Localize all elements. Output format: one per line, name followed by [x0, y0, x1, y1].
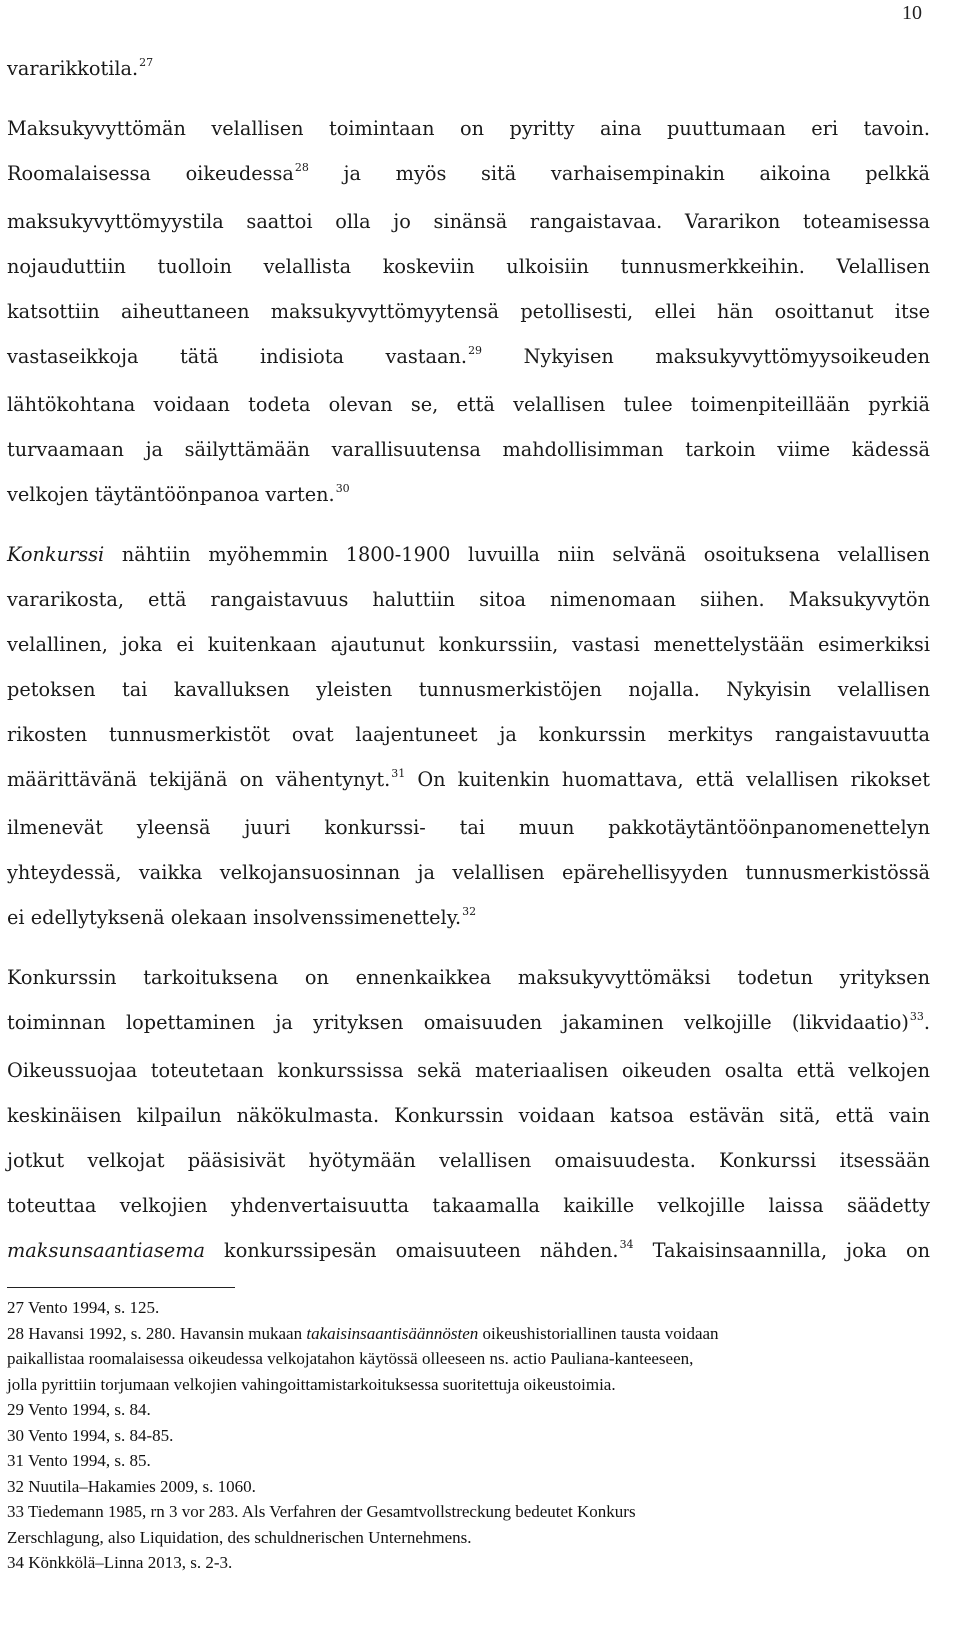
footnote: 27 Vento 1994, s. 125.: [7, 1298, 160, 1317]
footnote: 33 Tiedemann 1985, rn 3 vor 283. Als Verfahren der Gesamtvollstreckung bedeutet Konkurs: [7, 1502, 636, 1521]
paragraph-line: maksunsaantiasema konkurssipesän omaisuuteen nähden.$^{34}$ Takaisinsaannilla, joka on: [7, 1238, 930, 1262]
paragraph-line: rikosten tunnusmerkistöt ovat laajentuneet ja konkurssin merkitys rangaistavuutta: [7, 723, 930, 746]
footnote: 32 Nuutila–Hakamies 2009, s. 1060.: [7, 1476, 256, 1496]
paragraph-line: vararikkotila.$^{27}$: [7, 56, 154, 80]
paragraph-line: velallinen, joka ei kuitenkaan ajautunut konkurssiin, vastasi menettelystään esimerkiksi: [7, 633, 930, 656]
paragraph-line: toteuttaa velkojien yhdenvertaisuutta takaamalla kaikille velkojille laissa säädetty: [7, 1194, 930, 1217]
paragraph-line: jotkut velkojat pääsisivät hyötymään velallisen omaisuudesta. Konkurssi itsessään: [7, 1149, 930, 1172]
paragraph-line: vararikosta, että rangaistavuus haluttiin sitoa nimenomaan siihen. Maksukyvytön: [7, 588, 930, 611]
paragraph-line: katsottiin aiheuttaneen maksukyvyttömyytensä petollisesti, ellei hän osoittanut itse: [7, 300, 930, 323]
paragraph-line: Maksukyvyttömän velallisen toimintaan on pyritty aina puuttumaan eri tavoin.: [7, 117, 930, 140]
paragraph-line: petoksen tai kavalluksen yleisten tunnusmerkistöjen nojalla. Nykyisin velallisen: [7, 678, 930, 701]
paragraph-line: keskinäisen kilpailun näkökulmasta. Konkurssin voidaan katsoa estävän sitä, että vain: [7, 1104, 930, 1127]
footnote-separator: [7, 1287, 235, 1288]
paragraph-line: Oikeussuojaa toteutetaan konkurssissa sekä materiaalisen oikeuden osalta että velkojen: [7, 1059, 930, 1082]
paragraph-line: ei edellytyksenä olekaan insolvenssimenettely.$^{32}$: [7, 905, 477, 929]
emphasis-term: Konkurssi: [7, 543, 105, 566]
paragraph-line: velkojen täytäntöönpanoa varten.$^{30}$: [7, 482, 350, 506]
paragraph-line: Roomalaisessa oikeudessa$^{28}$ ja myös sitä varhaisempinakin aikoina pelkkä: [7, 161, 930, 185]
footnote: 31 Vento 1994, s. 85.: [7, 1451, 151, 1470]
footnote: 28 Havansi 1992, s. 280. Havansin mukaan takaisinsaantisäännösten oikeushistoriallinen tausta voidaan: [7, 1323, 719, 1343]
paragraph-line: Konkurssi nähtiin myöhemmin 1800-1900 luvuilla niin selvänä osoituksena velallisen: [7, 543, 930, 566]
paragraph-line: lähtökohtana voidaan todeta olevan se, että velallisen tulee toimenpiteillään pyrkiä: [7, 393, 930, 416]
footnotes: [7, 1295, 930, 1576]
footnote-ref[interactable]: 30: [335, 482, 350, 495]
paragraph-line: yhteydessä, vaikka velkojansuosinnan ja velallisen epärehellisyyden tunnusmerkistössä: [7, 861, 930, 884]
paragraph-line: nojauduttiin tuolloin velallista koskeviin ulkoisiin tunnusmerkkeihin. Velallisen: [7, 255, 930, 278]
footnote-ref[interactable]: 28: [294, 161, 309, 174]
paragraph-line: turvaamaan ja säilyttämään varallisuutensa mahdollisimman tarkoin viime kädessä: [7, 438, 930, 461]
footnote-continuation: Zerschlagung, also Liquidation, des schuldnerischen Unternehmens.: [7, 1527, 472, 1547]
footnote-ref[interactable]: 32: [462, 905, 477, 918]
footnote-continuation: paikallistaa roomalaisessa oikeudessa velkojatahon käytössä olleeseen ns. actio Pauliana-kanteeseen,: [7, 1349, 694, 1368]
body-text: [7, 46, 930, 1276]
paragraph-line: maksukyvyttömyystila saattoi olla jo sinänsä rangaistavaa. Vararikon toteamisessa: [7, 210, 930, 233]
footnote-ref[interactable]: 29: [468, 344, 483, 357]
page-number: 10: [902, 2, 922, 24]
footnote-ref[interactable]: 33: [909, 1010, 924, 1023]
footnote-continuation: jolla pyrittiin torjumaan velkojien vahingoittamistarkoituksessa suoritettuja oikeustoimia.: [7, 1374, 616, 1394]
footnote-ref[interactable]: 34: [619, 1238, 634, 1251]
footnote: 34 Könkkölä–Linna 2013, s. 2-3.: [7, 1553, 233, 1572]
paragraph-line: vastaseikkoja tätä indisiota vastaan.$^{29}$ Nykyisen maksukyvyttömyysoikeuden: [7, 344, 930, 368]
paragraph-line: ilmenevät yleensä juuri konkurssi- tai muun pakkotäytäntöönpanomenettelyn: [7, 816, 930, 839]
paragraph-line: määrittävänä tekijänä on vähentynyt.$^{31}$ On kuitenkin huomattava, että velallisen rikokset: [7, 767, 930, 791]
emphasis-term: maksunsaantiasema: [7, 1239, 205, 1262]
footnote: 30 Vento 1994, s. 84-85.: [7, 1425, 174, 1445]
footnote: 29 Vento 1994, s. 84.: [7, 1400, 151, 1419]
footnote-ref[interactable]: 27: [139, 56, 154, 69]
footnote-ref[interactable]: 31: [391, 767, 406, 780]
paragraph-line: Konkurssin tarkoituksena on ennenkaikkea maksukyvyttömäksi todetun yrityksen: [7, 966, 930, 989]
paragraph-line: toiminnan lopettaminen ja yrityksen omaisuuden jakaminen velkojille (likvidaatio)$^{33}$.: [7, 1010, 930, 1034]
